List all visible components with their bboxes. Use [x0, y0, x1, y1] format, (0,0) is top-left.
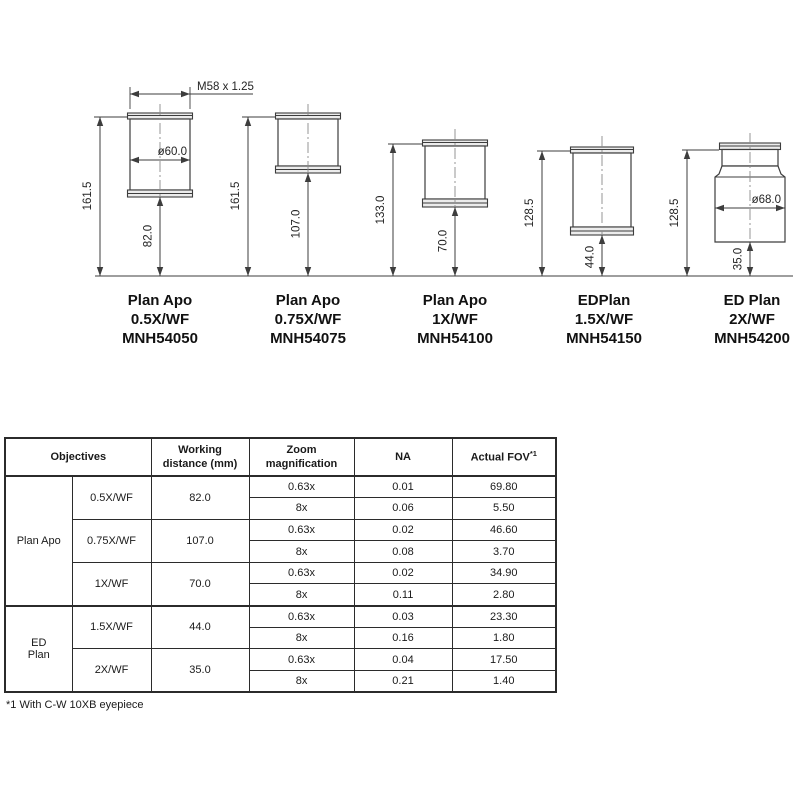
objective-cell: 2X/WF: [72, 649, 151, 692]
objective-model: MNH54075: [270, 330, 346, 347]
na-cell: 0.21: [354, 670, 452, 692]
column-header-working-distance: Working distance (mm): [151, 438, 249, 476]
na-cell: 0.01: [354, 476, 452, 498]
objective-series: EDPlan: [577, 292, 631, 309]
objective-magnification: 0.5X/WF: [130, 311, 190, 328]
working-distance-label: 107.0: [290, 209, 303, 239]
objective-model: MNH54200: [714, 330, 790, 347]
na-cell: 0.04: [354, 649, 452, 671]
na-cell: 0.02: [354, 519, 452, 541]
fov-cell: 34.90: [452, 562, 556, 584]
spec-table: [4, 437, 557, 693]
height-label: 128.5: [669, 198, 681, 228]
objective-cell: 1.5X/WF: [72, 606, 151, 649]
na-cell: 0.11: [354, 584, 452, 606]
objective-series: Plan Apo: [422, 292, 488, 309]
na-cell: 0.08: [354, 541, 452, 563]
na-cell: 0.03: [354, 606, 452, 628]
working-distance-cell: 107.0: [151, 519, 249, 562]
fov-cell: 69.80: [452, 476, 556, 498]
objective-model: MNH54100: [417, 330, 493, 347]
working-distance-cell: 44.0: [151, 606, 249, 649]
zoom-mag-cell: 0.63x: [249, 476, 354, 498]
na-cell: 0.02: [354, 562, 452, 584]
na-cell: 0.06: [354, 498, 452, 520]
height-label: 161.5: [82, 181, 94, 211]
working-distance-label: 70.0: [437, 229, 450, 253]
fov-cell: 17.50: [452, 649, 556, 671]
column-header-na: NA: [354, 438, 452, 476]
objective-drawing-0-5x: [82, 81, 254, 276]
objective-magnification: 0.75X/WF: [274, 311, 342, 328]
objective-drawing-1x: [375, 129, 488, 276]
diameter-label: ø68.0: [751, 194, 781, 206]
objective-series: ED Plan: [723, 292, 781, 309]
table-row: [5, 606, 556, 628]
working-distance-cell: 70.0: [151, 562, 249, 605]
group-cell-plan-apo: Plan Apo: [5, 476, 72, 606]
objective-magnification: 2X/WF: [729, 311, 775, 328]
fov-cell: 1.40: [452, 670, 556, 692]
objective-series: Plan Apo: [127, 292, 193, 309]
objective-drawing-1-5x: [524, 136, 634, 276]
working-distance-label: 44.0: [584, 245, 597, 269]
objective-name-labels: [122, 292, 790, 347]
fov-cell: 1.80: [452, 627, 556, 649]
zoom-mag-cell: 8x: [249, 498, 354, 520]
objective-cell: 1X/WF: [72, 562, 151, 605]
zoom-mag-cell: 8x: [249, 627, 354, 649]
objective-drawing-2x: [669, 133, 785, 276]
table-row: [5, 519, 556, 541]
working-distance-label: 35.0: [732, 247, 745, 271]
objective-magnification: 1X/WF: [432, 311, 478, 328]
zoom-mag-cell: 8x: [249, 584, 354, 606]
working-distance-cell: 82.0: [151, 476, 249, 519]
table-row: [5, 649, 556, 671]
footnote: *1 With C-W 10XB eyepiece: [6, 699, 144, 711]
fov-cell: 3.70: [452, 541, 556, 563]
na-cell: 0.16: [354, 627, 452, 649]
zoom-mag-cell: 8x: [249, 670, 354, 692]
height-label: 128.5: [524, 198, 536, 228]
fov-cell: 46.60: [452, 519, 556, 541]
group-cell-ed-plan: ED Plan: [5, 606, 72, 692]
table-header-row: [5, 438, 556, 476]
fov-cell: 23.30: [452, 606, 556, 628]
objective-series: Plan Apo: [275, 292, 341, 309]
working-distance-cell: 35.0: [151, 649, 249, 692]
objective-cell: 0.5X/WF: [72, 476, 151, 519]
thread-dimension-label: M58 x 1.25: [197, 81, 254, 93]
column-header-objectives: Objectives: [5, 438, 151, 476]
diameter-label: ø60.0: [157, 146, 187, 158]
objectives-dimension-diagram: [0, 0, 800, 370]
column-header-actual-fov: Actual FOV$^{*1}$: [452, 438, 556, 476]
table-row: [5, 562, 556, 584]
zoom-mag-cell: 0.63x: [249, 562, 354, 584]
zoom-mag-cell: 0.63x: [249, 649, 354, 671]
objective-model: MNH54050: [122, 330, 198, 347]
column-header-zoom-magnification: Zoom magnification: [249, 438, 354, 476]
zoom-mag-cell: 8x: [249, 541, 354, 563]
zoom-mag-cell: 0.63x: [249, 606, 354, 628]
height-label: 161.5: [230, 181, 242, 211]
height-label: 133.0: [375, 195, 387, 225]
working-distance-label: 82.0: [142, 224, 155, 248]
fov-cell: 2.80: [452, 584, 556, 606]
fov-cell: 5.50: [452, 498, 556, 520]
table-row: [5, 476, 556, 498]
zoom-mag-cell: 0.63x: [249, 519, 354, 541]
footnote-marker: *1: [529, 449, 537, 459]
objective-drawing-0-75x: [230, 104, 341, 276]
objective-magnification: 1.5X/WF: [574, 311, 634, 328]
objective-cell: 0.75X/WF: [72, 519, 151, 562]
objective-model: MNH54150: [566, 330, 642, 347]
